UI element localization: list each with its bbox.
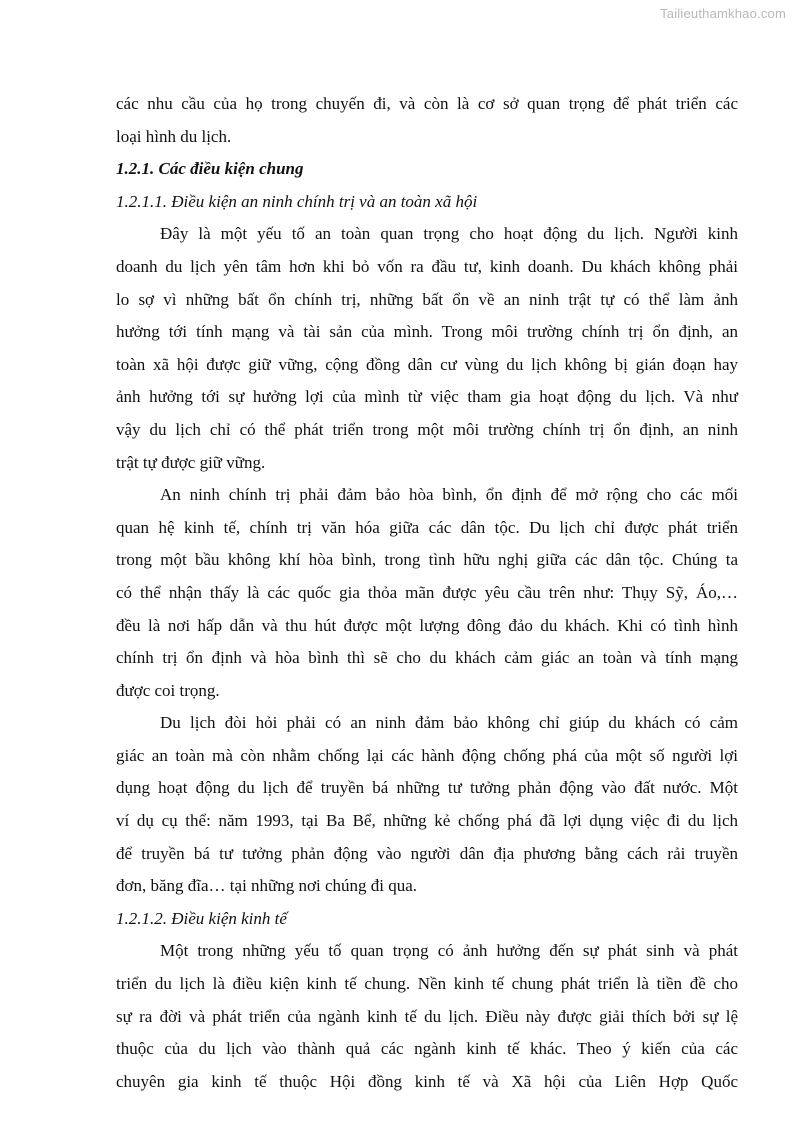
text-line: Du lịch đòi hỏi phải có an ninh đảm bảo không chỉ giúp du khách có cảm <box>160 713 738 733</box>
text-line: doanh du lịch yên tâm hơn khi bỏ vốn ra đầu tư, kinh doanh. Du khách không phải <box>116 256 738 276</box>
text-line: Một trong những yếu tố quan trọng có ảnh hưởng đến sự phát sinh và phát <box>160 941 738 961</box>
text-line: để truyền bá tư tưởng phản động vào người dân địa phương bằng cách rải truyền <box>116 843 738 863</box>
text-line: quan hệ kinh tế, chính trị văn hóa giữa các dân tộc. Du lịch chỉ được phát triển <box>116 517 738 537</box>
text-line: vậy du lịch chỉ có thể phát triển trong một môi trường chính trị ổn định, an ninh <box>116 419 738 439</box>
text-line: các nhu cầu của họ trong chuyến đi, và còn là cơ sở quan trọng để phát triển các <box>116 94 738 113</box>
text-line: triển du lịch là điều kiện kinh tế chung. Nền kinh tế chung phát triển là tiền đề cho <box>116 974 738 994</box>
text-line: toàn xã hội được giữ vững, cộng đồng dân cư vùng du lịch không bị gián đoạn hay <box>116 354 738 374</box>
document-body <box>116 88 738 1098</box>
text-line: An ninh chính trị phải đảm bảo hòa bình, ổn định để mở rộng cho các mối <box>160 485 738 505</box>
text-line: ví dụ cụ thể: năm 1993, tại Ba Bể, những kẻ chống phá đã lợi dụng việc đi du lịch <box>116 811 738 831</box>
text-line: hưởng tới tính mạng và tài sản của mình. Trong môi trường chính trị ổn định, an <box>116 322 738 342</box>
text-line: đều là nơi hấp dẫn và thu hút được một lượng đông đảo du khách. Khi có tình hình <box>116 615 738 635</box>
section-heading: 1.2.1.2. Điều kiện kinh tế <box>116 908 287 928</box>
text-line: giác an toàn mà còn nhằm chống lại các hành động chống phá của một số người lợi <box>116 745 738 765</box>
text-line: loại hình du lịch. <box>116 126 232 146</box>
text-line: trật tự được giữ vững. <box>116 452 266 472</box>
text-line: chuyên gia kinh tế thuộc Hội đồng kinh tế và Xã hội của Liên Hợp Quốc <box>116 1071 738 1091</box>
watermark: Tailieuthamkhao.com <box>660 6 786 21</box>
text-line: Đây là một yếu tố an toàn quan trọng cho hoạt động du lịch. Người kinh <box>160 224 738 244</box>
text-line: được coi trọng. <box>116 680 220 700</box>
text-line: sự ra đời và phát triển của ngành kinh tế du lịch. Điều này được giải thích bởi sự lệ <box>116 1006 738 1026</box>
text-line: thuộc của du lịch vào thành quả các ngành kinh tế khác. Theo ý kiến của các <box>116 1039 738 1059</box>
text-line: dụng hoạt động du lịch để truyền bá những tư tưởng phản động vào đất nước. Một <box>116 778 738 798</box>
section-heading: 1.2.1. Các điều kiện chung <box>116 159 304 179</box>
text-line: chính trị ổn định và hòa bình thì sẽ cho du khách cảm giác an toàn và tính mạng <box>116 648 738 668</box>
text-line: có thể nhận thấy là các quốc gia thỏa mãn được yêu cầu trên như: Thụy Sỹ, Áo,… <box>116 582 738 602</box>
section-heading: 1.2.1.1. Điều kiện an ninh chính trị và an toàn xã hội <box>116 191 478 211</box>
text-line: lo sợ vì những bất ổn chính trị, những bất ổn về an ninh trật tự có thể làm ảnh <box>116 289 738 309</box>
text-line: ảnh hưởng tới sự hưởng lợi của mình từ việc tham gia hoạt động du lịch. Và như <box>116 387 738 407</box>
text-line: đơn, băng đĩa… tại những nơi chúng đi qua. <box>116 876 418 896</box>
text-line: trong một bầu không khí hòa bình, trong tình hữu nghị giữa các dân tộc. Chúng ta <box>116 550 738 570</box>
